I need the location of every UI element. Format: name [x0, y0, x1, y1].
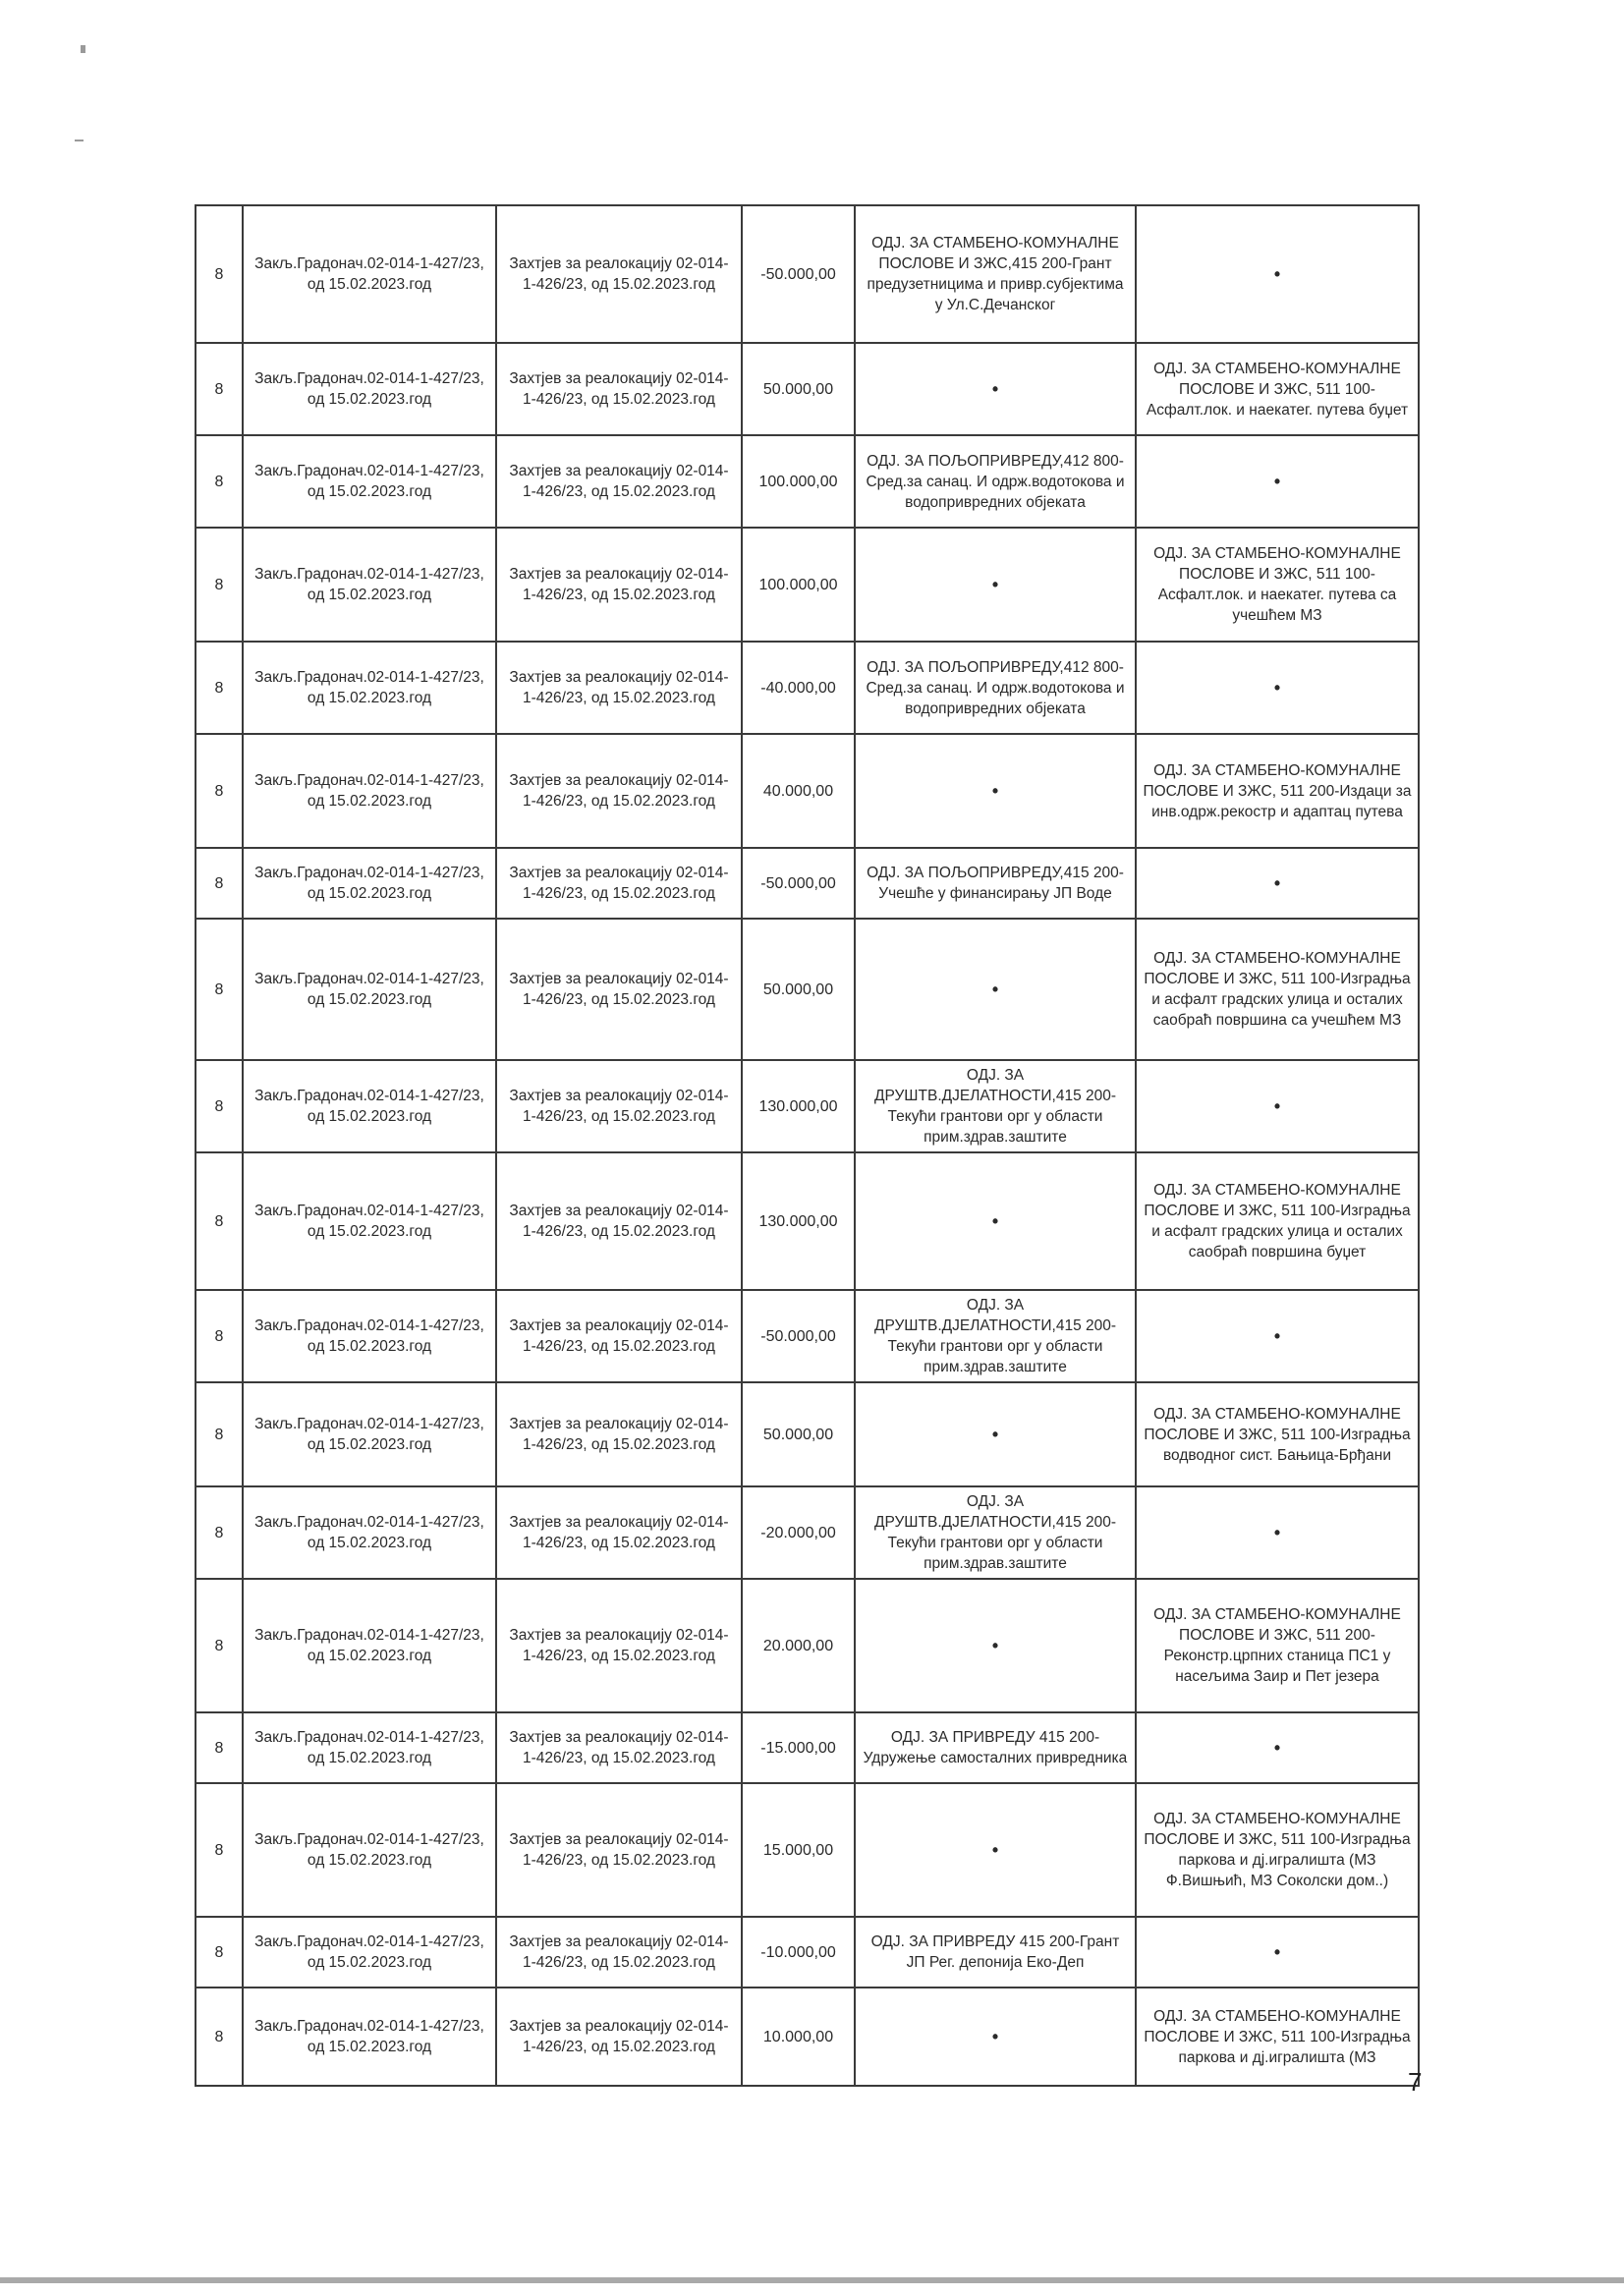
- amount-cell: -50.000,00: [742, 1290, 855, 1382]
- request-ref-cell: Захтјев за реалокацију 02-014-1-426/23, од 15.02.2023.год: [496, 1060, 742, 1152]
- target-account-cell: ОДЈ. ЗА СТАМБЕНО-КОМУНАЛНЕ ПОСЛОВЕ И ЗЖС, 511 100-Асфалт.лок. и наекатег. путева са учешћем МЗ: [1136, 528, 1419, 642]
- table-row: [196, 1382, 1419, 1486]
- row-number-cell: 8: [196, 642, 243, 734]
- table-row: [196, 734, 1419, 848]
- table-row: [196, 1917, 1419, 1988]
- request-ref-cell: Захтјев за реалокацију 02-014-1-426/23, од 15.02.2023.год: [496, 205, 742, 343]
- source-account-cell: •: [855, 343, 1136, 435]
- request-ref-cell: Захтјев за реалокацију 02-014-1-426/23, од 15.02.2023.год: [496, 734, 742, 848]
- target-account-cell: ОДЈ. ЗА СТАМБЕНО-КОМУНАЛНЕ ПОСЛОВЕ И ЗЖС, 511 100-Изградња и асфалт градских улица и осталих саобраћ површина буџет: [1136, 1152, 1419, 1290]
- row-number-cell: 8: [196, 1382, 243, 1486]
- source-account-cell: ОДЈ. ЗА ПРИВРЕДУ 415 200-Удружење самосталних привредника: [855, 1712, 1136, 1783]
- amount-cell: -40.000,00: [742, 642, 855, 734]
- target-account-cell: •: [1136, 1060, 1419, 1152]
- source-account-cell: •: [855, 1988, 1136, 2086]
- amount-cell: 50.000,00: [742, 343, 855, 435]
- decision-ref-cell: Закљ.Градонач.02-014-1-427/23, од 15.02.2023.год: [243, 1988, 496, 2086]
- source-account-cell: ОДЈ. ЗА ПОЉОПРИВРЕДУ,415 200-Учешће у финансирању ЈП Воде: [855, 848, 1136, 919]
- target-account-cell: ОДЈ. ЗА СТАМБЕНО-КОМУНАЛНЕ ПОСЛОВЕ И ЗЖС, 511 100-Изградња водводног сист. Бањица-Брђани: [1136, 1382, 1419, 1486]
- table-row: [196, 435, 1419, 528]
- table-row: [196, 642, 1419, 734]
- row-number-cell: 8: [196, 1917, 243, 1988]
- amount-cell: 50.000,00: [742, 1382, 855, 1486]
- decision-ref-cell: Закљ.Градонач.02-014-1-427/23, од 15.02.2023.год: [243, 1290, 496, 1382]
- target-account-cell: •: [1136, 1712, 1419, 1783]
- row-number-cell: 8: [196, 1579, 243, 1712]
- target-account-cell: •: [1136, 435, 1419, 528]
- decision-ref-cell: Закљ.Градонач.02-014-1-427/23, од 15.02.2023.год: [243, 734, 496, 848]
- source-account-cell: •: [855, 919, 1136, 1060]
- source-account-cell: •: [855, 1579, 1136, 1712]
- request-ref-cell: Захтјев за реалокацију 02-014-1-426/23, од 15.02.2023.год: [496, 848, 742, 919]
- decision-ref-cell: Закљ.Градонач.02-014-1-427/23, од 15.02.2023.год: [243, 1917, 496, 1988]
- row-number-cell: 8: [196, 848, 243, 919]
- amount-cell: 130.000,00: [742, 1060, 855, 1152]
- source-account-cell: •: [855, 734, 1136, 848]
- request-ref-cell: Захтјев за реалокацију 02-014-1-426/23, од 15.02.2023.год: [496, 1290, 742, 1382]
- decision-ref-cell: Закљ.Градонач.02-014-1-427/23, од 15.02.2023.год: [243, 1382, 496, 1486]
- amount-cell: -50.000,00: [742, 848, 855, 919]
- row-number-cell: 8: [196, 1152, 243, 1290]
- decision-ref-cell: Закљ.Градонач.02-014-1-427/23, од 15.02.2023.год: [243, 1486, 496, 1579]
- decision-ref-cell: Закљ.Градонач.02-014-1-427/23, од 15.02.2023.год: [243, 435, 496, 528]
- table-row: [196, 205, 1419, 343]
- target-account-cell: ОДЈ. ЗА СТАМБЕНО-КОМУНАЛНЕ ПОСЛОВЕ И ЗЖС, 511 100-Асфалт.лок. и наекатег. путева буџет: [1136, 343, 1419, 435]
- target-account-cell: •: [1136, 1290, 1419, 1382]
- request-ref-cell: Захтјев за реалокацију 02-014-1-426/23, од 15.02.2023.год: [496, 343, 742, 435]
- request-ref-cell: Захтјев за реалокацију 02-014-1-426/23, од 15.02.2023.год: [496, 1783, 742, 1917]
- table-row: [196, 919, 1419, 1060]
- amount-cell: 20.000,00: [742, 1579, 855, 1712]
- request-ref-cell: Захтјев за реалокацију 02-014-1-426/23, од 15.02.2023.год: [496, 642, 742, 734]
- request-ref-cell: Захтјев за реалокацију 02-014-1-426/23, од 15.02.2023.год: [496, 1152, 742, 1290]
- decision-ref-cell: Закљ.Градонач.02-014-1-427/23, од 15.02.2023.год: [243, 848, 496, 919]
- allocation-table-wrap: [195, 204, 1418, 2087]
- decision-ref-cell: Закљ.Градонач.02-014-1-427/23, од 15.02.2023.год: [243, 1712, 496, 1783]
- request-ref-cell: Захтјев за реалокацију 02-014-1-426/23, од 15.02.2023.год: [496, 1382, 742, 1486]
- page-number: 7: [1408, 2067, 1423, 2097]
- target-account-cell: •: [1136, 1917, 1419, 1988]
- table-row: [196, 848, 1419, 919]
- request-ref-cell: Захтјев за реалокацију 02-014-1-426/23, од 15.02.2023.год: [496, 528, 742, 642]
- decision-ref-cell: Закљ.Градонач.02-014-1-427/23, од 15.02.2023.год: [243, 528, 496, 642]
- target-account-cell: ОДЈ. ЗА СТАМБЕНО-КОМУНАЛНЕ ПОСЛОВЕ И ЗЖС, 511 200-Издаци за инв.одрж.рекостр и адаптац путева: [1136, 734, 1419, 848]
- row-number-cell: 8: [196, 734, 243, 848]
- table-row: [196, 1988, 1419, 2086]
- target-account-cell: •: [1136, 642, 1419, 734]
- amount-cell: -20.000,00: [742, 1486, 855, 1579]
- target-account-cell: ОДЈ. ЗА СТАМБЕНО-КОМУНАЛНЕ ПОСЛОВЕ И ЗЖС, 511 200-Реконстр.црпних станица ПС1 у насељима Заир и Пет језера: [1136, 1579, 1419, 1712]
- row-number-cell: 8: [196, 528, 243, 642]
- table-row: [196, 343, 1419, 435]
- target-account-cell: ОДЈ. ЗА СТАМБЕНО-КОМУНАЛНЕ ПОСЛОВЕ И ЗЖС, 511 100-Изградња паркова и дј.игралишта (МЗ Ф.Вишњић, МЗ Соколски дом..): [1136, 1783, 1419, 1917]
- source-account-cell: ОДЈ. ЗА ДРУШТВ.ДЈЕЛАТНОСТИ,415 200-Текући грантови орг у области прим.здрав.заштите: [855, 1486, 1136, 1579]
- source-account-cell: ОДЈ. ЗА ПОЉОПРИВРЕДУ,412 800-Сред.за санац. И одрж.водотокова и водопривредних објеката: [855, 642, 1136, 734]
- decision-ref-cell: Закљ.Градонач.02-014-1-427/23, од 15.02.2023.год: [243, 642, 496, 734]
- amount-cell: 15.000,00: [742, 1783, 855, 1917]
- target-account-cell: ОДЈ. ЗА СТАМБЕНО-КОМУНАЛНЕ ПОСЛОВЕ И ЗЖС, 511 100-Изградња паркова и дј.игралишта (МЗ: [1136, 1988, 1419, 2086]
- table-row: [196, 1290, 1419, 1382]
- source-account-cell: •: [855, 528, 1136, 642]
- source-account-cell: ОДЈ. ЗА ДРУШТВ.ДЈЕЛАТНОСТИ,415 200-Текући грантови орг у области прим.здрав.заштите: [855, 1060, 1136, 1152]
- amount-cell: 100.000,00: [742, 435, 855, 528]
- table-row: [196, 1712, 1419, 1783]
- decision-ref-cell: Закљ.Градонач.02-014-1-427/23, од 15.02.2023.год: [243, 1060, 496, 1152]
- table-row: [196, 1783, 1419, 1917]
- decision-ref-cell: Закљ.Градонач.02-014-1-427/23, од 15.02.2023.год: [243, 343, 496, 435]
- scan-speck: [75, 140, 84, 141]
- table-row: [196, 1152, 1419, 1290]
- decision-ref-cell: Закљ.Градонач.02-014-1-427/23, од 15.02.2023.год: [243, 205, 496, 343]
- scan-speck: [81, 45, 85, 53]
- request-ref-cell: Захтјев за реалокацију 02-014-1-426/23, од 15.02.2023.год: [496, 1917, 742, 1988]
- row-number-cell: 8: [196, 919, 243, 1060]
- amount-cell: -15.000,00: [742, 1712, 855, 1783]
- target-account-cell: •: [1136, 1486, 1419, 1579]
- table-row: [196, 1060, 1419, 1152]
- amount-cell: 40.000,00: [742, 734, 855, 848]
- row-number-cell: 8: [196, 1290, 243, 1382]
- request-ref-cell: Захтјев за реалокацију 02-014-1-426/23, од 15.02.2023.год: [496, 435, 742, 528]
- table-row: [196, 1486, 1419, 1579]
- request-ref-cell: Захтјев за реалокацију 02-014-1-426/23, од 15.02.2023.год: [496, 919, 742, 1060]
- target-account-cell: ОДЈ. ЗА СТАМБЕНО-КОМУНАЛНЕ ПОСЛОВЕ И ЗЖС, 511 100-Изградња и асфалт градских улица и осталих саобраћ површина са учешћем МЗ: [1136, 919, 1419, 1060]
- target-account-cell: •: [1136, 848, 1419, 919]
- request-ref-cell: Захтјев за реалокацију 02-014-1-426/23, од 15.02.2023.год: [496, 1579, 742, 1712]
- scan-edge-line: [0, 2277, 1624, 2283]
- source-account-cell: •: [855, 1783, 1136, 1917]
- amount-cell: -10.000,00: [742, 1917, 855, 1988]
- row-number-cell: 8: [196, 1783, 243, 1917]
- source-account-cell: •: [855, 1382, 1136, 1486]
- allocation-table: [195, 204, 1420, 2087]
- row-number-cell: 8: [196, 435, 243, 528]
- amount-cell: 50.000,00: [742, 919, 855, 1060]
- table-row: [196, 528, 1419, 642]
- request-ref-cell: Захтјев за реалокацију 02-014-1-426/23, од 15.02.2023.год: [496, 1712, 742, 1783]
- source-account-cell: ОДЈ. ЗА ДРУШТВ.ДЈЕЛАТНОСТИ,415 200-Текући грантови орг у области прим.здрав.заштите: [855, 1290, 1136, 1382]
- source-account-cell: ОДЈ. ЗА ПОЉОПРИВРЕДУ,412 800-Сред.за санац. И одрж.водотокова и водопривредних објеката: [855, 435, 1136, 528]
- row-number-cell: 8: [196, 1060, 243, 1152]
- amount-cell: 130.000,00: [742, 1152, 855, 1290]
- source-account-cell: ОДЈ. ЗА СТАМБЕНО-КОМУНАЛНЕ ПОСЛОВЕ И ЗЖС,415 200-Грант предузетницима и привр.субјектима у Ул.С.Дечанског: [855, 205, 1136, 343]
- decision-ref-cell: Закљ.Градонач.02-014-1-427/23, од 15.02.2023.год: [243, 919, 496, 1060]
- amount-cell: 10.000,00: [742, 1988, 855, 2086]
- request-ref-cell: Захтјев за реалокацију 02-014-1-426/23, од 15.02.2023.год: [496, 1486, 742, 1579]
- row-number-cell: 8: [196, 1712, 243, 1783]
- table-row: [196, 1579, 1419, 1712]
- row-number-cell: 8: [196, 343, 243, 435]
- amount-cell: 100.000,00: [742, 528, 855, 642]
- decision-ref-cell: Закљ.Градонач.02-014-1-427/23, од 15.02.2023.год: [243, 1579, 496, 1712]
- table-body: [196, 205, 1419, 2086]
- decision-ref-cell: Закљ.Градонач.02-014-1-427/23, од 15.02.2023.год: [243, 1152, 496, 1290]
- row-number-cell: 8: [196, 205, 243, 343]
- source-account-cell: ОДЈ. ЗА ПРИВРЕДУ 415 200-Грант ЈП Рег. депонија Еко-Деп: [855, 1917, 1136, 1988]
- row-number-cell: 8: [196, 1988, 243, 2086]
- target-account-cell: •: [1136, 205, 1419, 343]
- decision-ref-cell: Закљ.Градонач.02-014-1-427/23, од 15.02.2023.год: [243, 1783, 496, 1917]
- request-ref-cell: Захтјев за реалокацију 02-014-1-426/23, од 15.02.2023.год: [496, 1988, 742, 2086]
- source-account-cell: •: [855, 1152, 1136, 1290]
- amount-cell: -50.000,00: [742, 205, 855, 343]
- row-number-cell: 8: [196, 1486, 243, 1579]
